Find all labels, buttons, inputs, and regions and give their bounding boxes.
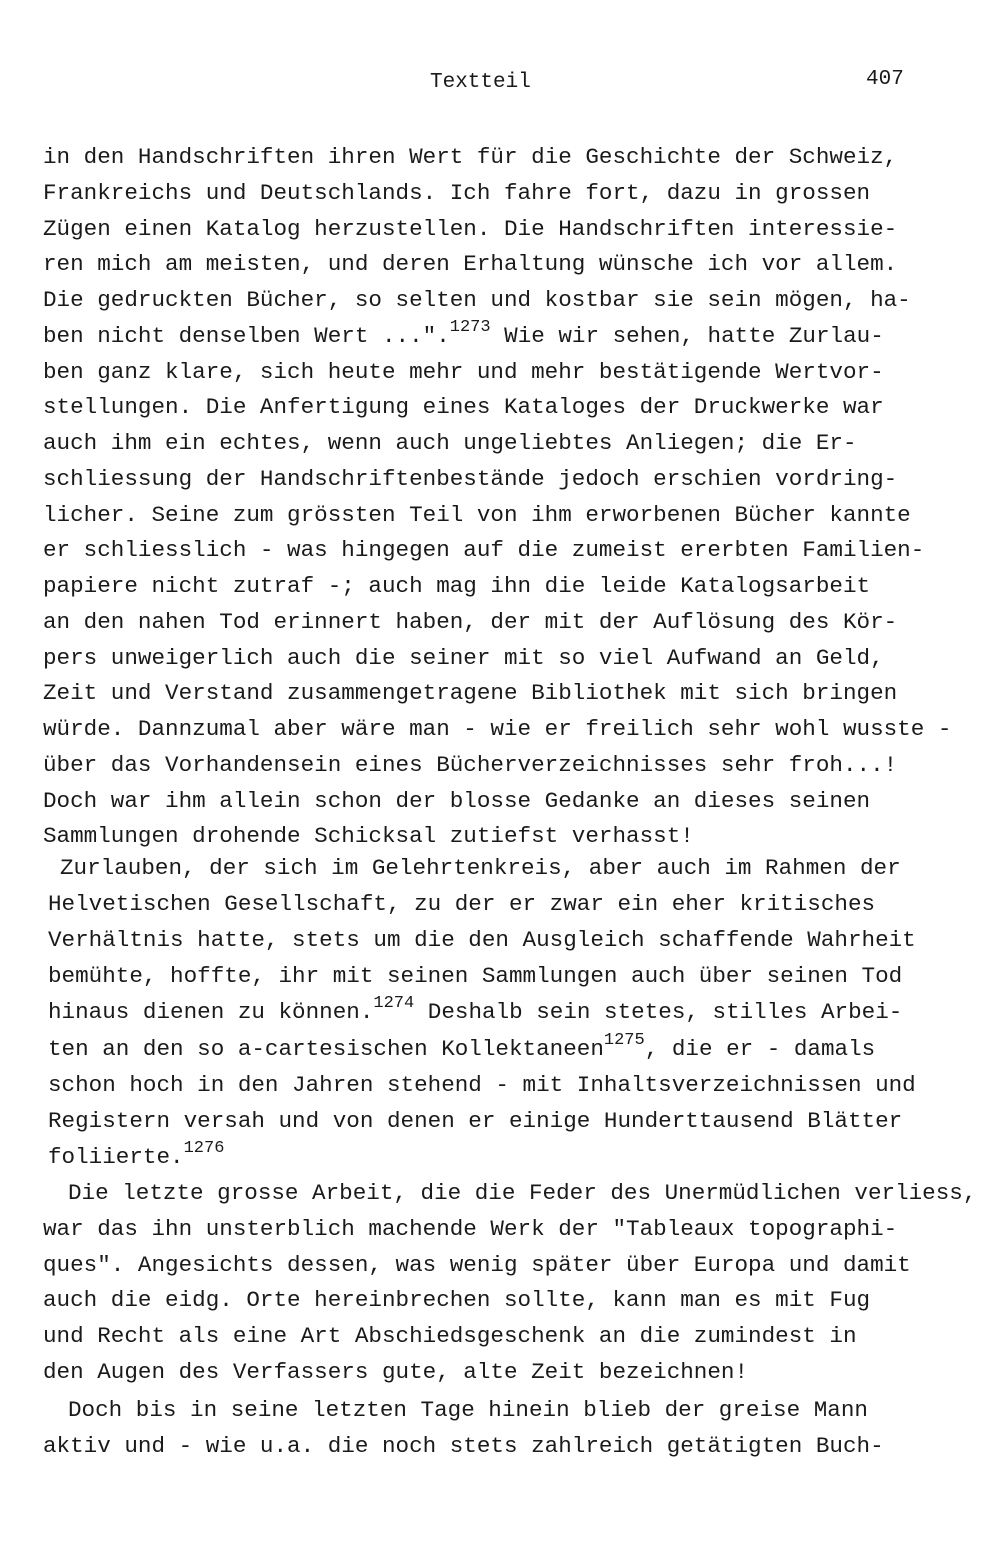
text-segment: auch ihm ein echtes, wenn auch ungeliebtes Anliegen; die Er-: [43, 430, 857, 456]
text-segment: ben ganz klare, sich heute mehr und mehr bestätigende Wertvor-: [43, 358, 884, 385]
text-line: [43, 537, 924, 563]
text-line: [48, 1138, 225, 1173]
text-line: [43, 466, 897, 492]
text-segment: an den nahen Tod erinnert haben, der mit der Auflösung des Kör-: [43, 608, 898, 635]
text-segment: ben nicht denselben Wert ...".: [43, 322, 450, 349]
text-line: [48, 1072, 916, 1098]
text-line: [43, 287, 911, 313]
footnote-ref: 1275: [603, 1030, 645, 1050]
text-line: [43, 716, 951, 742]
text-segment: Zeit und Verstand zusammengetragene Bibliothek mit sich bringen: [43, 680, 898, 707]
text-segment: er schliesslich - was hingegen auf die zumeist ererbten Familien-: [43, 537, 925, 564]
text-segment: ten an den so a-cartesischen Kollektaneen: [48, 1035, 604, 1062]
text-segment: und Recht als eine Art Abschiedsgeschenk an die zumindest in: [43, 1323, 857, 1350]
text-line: [43, 502, 911, 528]
text-segment: stellungen. Die Anfertigung eines Kataloges der Druckwerke war: [43, 394, 884, 421]
text-line: [43, 394, 884, 420]
text-segment: ren mich am meisten, und deren Erhaltung wünsche ich vor allem.: [43, 251, 898, 278]
text-segment: aktiv und - wie u.a. die noch stets zahlreich getätigten Buch-: [43, 1433, 884, 1459]
text-segment: Registern versah und von denen er einige Hunderttausend Blätter: [48, 1107, 903, 1134]
text-line: [68, 1397, 868, 1423]
text-segment: hinaus dienen zu können.: [48, 999, 374, 1026]
footnote-ref: 1273: [449, 317, 491, 337]
text-segment: Doch war ihm allein schon der blosse Gedanke an dieses seinen: [43, 787, 871, 814]
running-head: Textteil: [430, 71, 531, 94]
text-line: [43, 645, 884, 671]
text-line: [48, 963, 902, 989]
text-line: [48, 1030, 876, 1065]
text-segment: schliessung der Handschriftenbestände jedoch erschien vordring-: [43, 465, 898, 492]
text-line: [43, 752, 897, 778]
text-segment: Die letzte grosse Arbeit, die die Feder des Unermüdlichen verliess,: [68, 1180, 977, 1206]
text-line: [43, 1433, 884, 1459]
text-line: [43, 788, 870, 814]
footnote-ref: 1274: [373, 994, 415, 1014]
text-segment: papiere nicht zutraf -; auch mag ihn die leide Katalogsarbeit: [43, 573, 871, 599]
text-line: [43, 680, 897, 706]
text-line: [43, 180, 870, 206]
text-line: [48, 994, 903, 1028]
text-line: [48, 1108, 902, 1134]
text-segment: würde. Dannzumal aber wäre man - wie er freilich sehr wohl wusste -: [43, 716, 952, 742]
text-segment: pers unweigerlich auch die seiner mit so viel Aufwand an Geld,: [43, 644, 884, 671]
text-line: [43, 251, 897, 277]
text-line: [43, 823, 694, 849]
text-line: [43, 609, 897, 635]
text-segment: auch die eidg. Orte hereinbrechen sollte, kann man es mit Fug: [43, 1287, 871, 1314]
text-segment: Wie wir sehen, hatte Zurlau-: [490, 322, 884, 349]
text-segment: ques". Angesichts dessen, was wenig später über Europa und damit: [43, 1251, 911, 1278]
page-number: 407: [866, 68, 904, 91]
text-line: [43, 144, 897, 170]
text-segment: licher. Seine zum grössten Teil von ihm erworbenen Bücher kannte: [43, 501, 911, 528]
text-segment: Zügen einen Katalog herzustellen. Die Handschriften interessie-: [43, 215, 898, 242]
text-segment: , die er - damals: [644, 1035, 876, 1062]
text-line: [60, 855, 901, 881]
text-line: [43, 1287, 870, 1313]
text-segment: in den Handschriften ihren Wert für die Geschichte der Schweiz,: [43, 144, 898, 170]
text-segment: Verhältnis hatte, stets um die den Ausgleich schaffende Wahrheit: [48, 927, 916, 954]
text-segment: foliierte.: [48, 1143, 184, 1170]
text-segment: war das ihn unsterblich machende Werk der "Tableaux topographi-: [43, 1215, 898, 1242]
text-line: [43, 1216, 897, 1242]
text-segment: Frankreichs und Deutschlands. Ich fahre fort, dazu in grossen: [43, 179, 871, 206]
text-segment: Doch bis in seine letzten Tage hinein blieb der greise Mann: [68, 1397, 868, 1423]
text-segment: Sammlungen drohende Schicksal zutiefst verhasst!: [43, 823, 694, 850]
text-line: [43, 1323, 857, 1349]
text-segment: Die gedruckten Bücher, so selten und kostbar sie sein mögen, ha-: [43, 287, 911, 313]
text-line: [68, 1180, 976, 1206]
text-segment: Deshalb sein stetes, stilles Arbei-: [414, 999, 903, 1026]
text-line: [43, 317, 884, 352]
text-line: [43, 1359, 748, 1385]
text-line: [43, 573, 870, 599]
text-line: [43, 1252, 911, 1278]
text-segment: über das Vorhandensein eines Bücherverzeichnisses sehr froh...!: [43, 751, 898, 778]
text-line: [43, 430, 857, 456]
footnote-ref: 1276: [183, 1138, 225, 1158]
text-segment: Zurlauben, der sich im Gelehrtenkreis, aber auch im Rahmen der: [60, 855, 901, 881]
text-segment: den Augen des Verfassers gute, alte Zeit bezeichnen!: [43, 1359, 749, 1385]
text-line: [48, 891, 875, 917]
text-line: [48, 927, 916, 953]
text-line: [43, 216, 897, 242]
text-segment: Helvetischen Gesellschaft, zu der er zwar ein eher kritisches: [48, 891, 876, 918]
text-line: [43, 359, 884, 385]
text-segment: schon hoch in den Jahren stehend - mit Inhaltsverzeichnissen und: [48, 1071, 916, 1098]
text-segment: bemühte, hoffte, ihr mit seinen Sammlungen auch über seinen Tod: [48, 963, 903, 990]
